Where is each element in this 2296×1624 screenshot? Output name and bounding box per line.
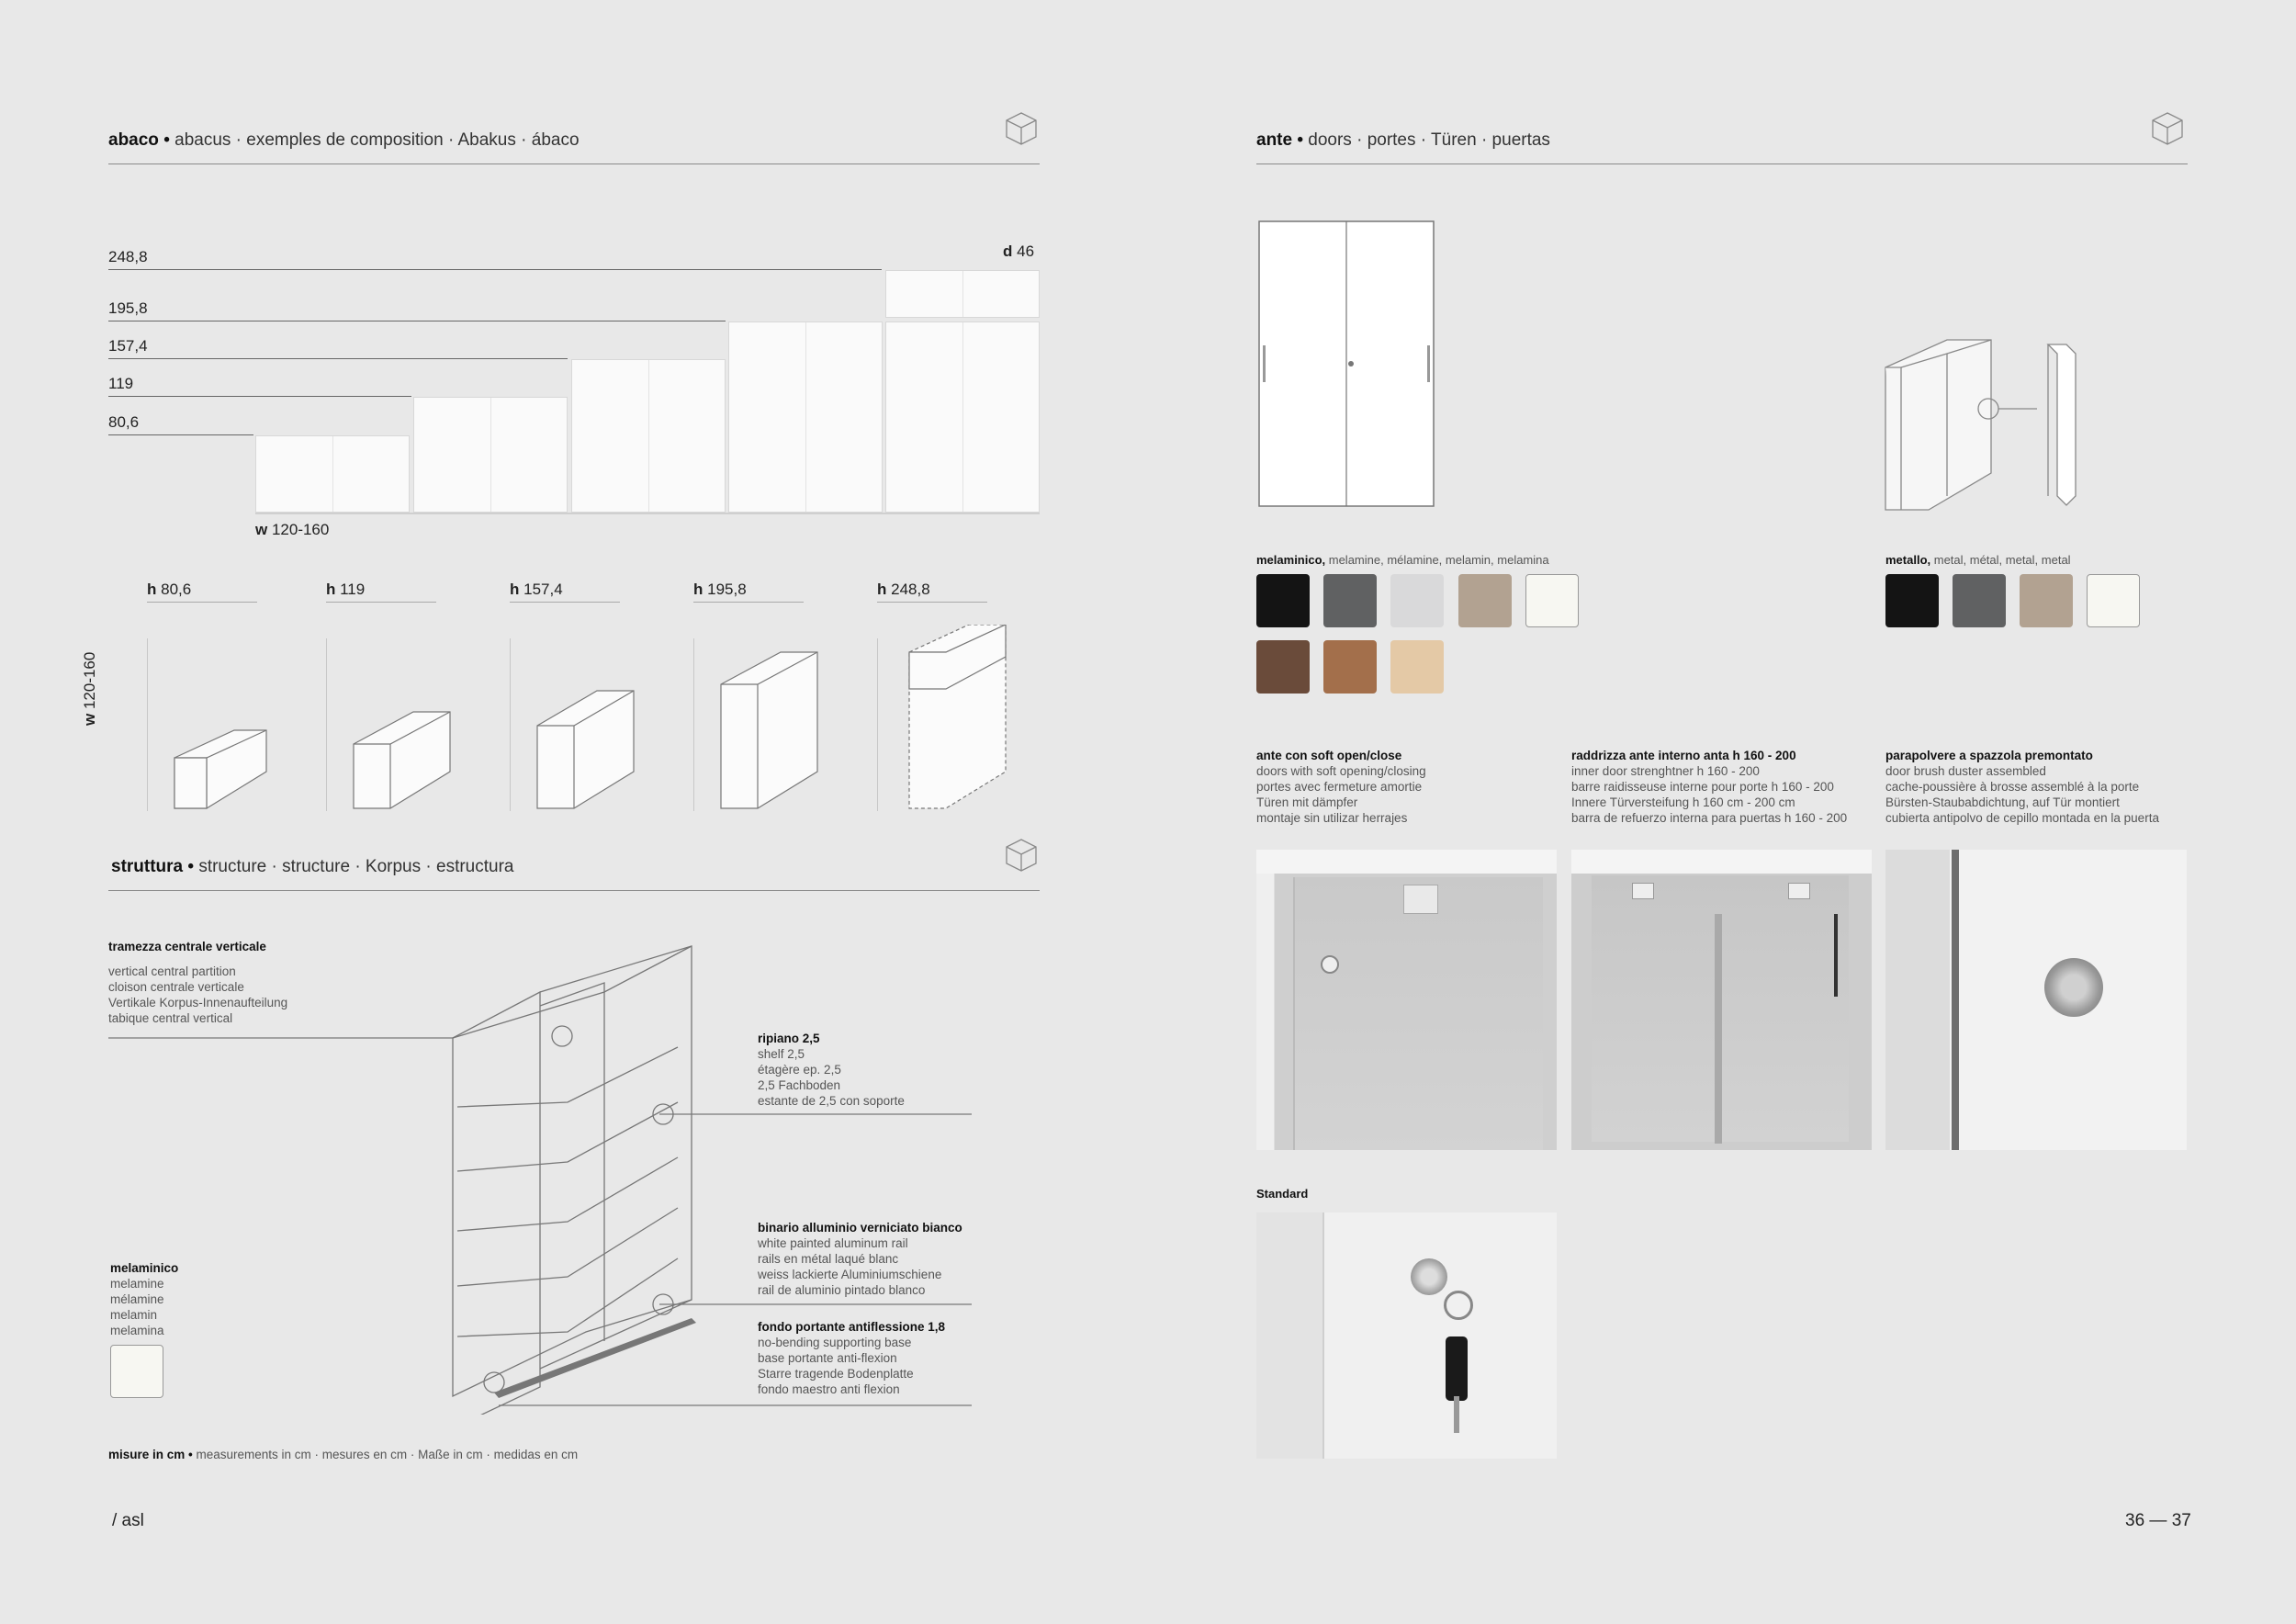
photo-door-strengthener <box>1571 850 1872 1150</box>
photo-soft-close <box>1256 850 1557 1150</box>
swatch-white <box>1525 574 1579 627</box>
swatch-walnut <box>1256 640 1310 694</box>
height-line-80 <box>108 434 253 435</box>
cabinet-248 <box>885 321 1040 513</box>
abaco-title: abaco • abacus · exemples de composition · Abakus · ábaco <box>108 130 580 150</box>
cabinet-80 <box>255 435 410 513</box>
metal-swatch-grey <box>1953 574 2006 627</box>
height-label-119: 119 <box>108 375 134 392</box>
feature-door-strengthener: raddrizza ante interno anta h 160 - 200 inner door strenghtner h 160 - 200 barre raidisseuse interne pour porte h 160 - 200 Innere Türversteifung h 160 cm - 200 cm barra de refuerzo interna para puertas h 160 - 200 <box>1571 749 1848 825</box>
height-line-248 <box>108 269 882 270</box>
binario-block: binario alluminio verniciato bianco white painted aluminum rail rails en métal laqué blanc weiss lackierte Aluminiumschiene rail de aluminio pintado blanco <box>758 1221 962 1297</box>
isometric-door-drawing <box>1883 335 2103 514</box>
metallo-swatch-label: metallo, metal, métal, metal, metal <box>1885 553 2071 567</box>
ante-title: ante • doors · portes · Türen · puertas <box>1256 130 1550 150</box>
height-label-157: 157,4 <box>108 337 148 355</box>
metal-swatch-white <box>2087 574 2140 627</box>
page-numbers: 36 — 37 <box>2125 1511 2191 1530</box>
feature-brush-duster: parapolvere a spazzola premontato door brush duster assembled cache-poussière à brosse assemblé à la porte Bürsten-Staubabdichtung, auf Tür montiert cubierta antipolvo de cepillo montada en la puerta <box>1885 749 2159 825</box>
tramezza-block: tramezza centrale verticale vertical central partition cloison centrale verticale Vertikale Korpus-Innenaufteilung tabique central vertical <box>108 940 288 1025</box>
struttura-title: struttura • structure · structure · Korpus · estructura <box>111 857 514 876</box>
struttura-rule <box>108 890 1040 891</box>
column-rule-2 <box>326 602 436 603</box>
column-h248: h 248,8 <box>877 581 930 598</box>
height-label-80: 80,6 <box>108 413 140 431</box>
melaminico-block: melaminico melamine mélamine melamin melamina <box>110 1261 179 1337</box>
height-label-248: 248,8 <box>108 248 148 265</box>
metal-swatch-black <box>1885 574 1939 627</box>
photo-standard-lock <box>1256 1212 1557 1459</box>
misure-note: misure in cm • measurements in cm · mesures en cm · Maße in cm · medidas en cm <box>108 1448 579 1461</box>
ripiano-block: ripiano 2,5 shelf 2,5 étagère ep. 2,5 2,5 Fachboden estante de 2,5 con soporte <box>758 1032 905 1108</box>
column-h119: h 119 <box>326 581 366 598</box>
cabinet-119 <box>413 397 568 513</box>
column-rule-1 <box>147 602 257 603</box>
swatch-taupe <box>1458 574 1512 627</box>
swatch-oak <box>1323 640 1377 694</box>
cube-icon <box>2149 110 2186 147</box>
vertical-width-label: w 120-160 <box>81 651 98 726</box>
melaminico-swatch-label: melaminico, melamine, mélamine, melamin, melamina <box>1256 553 1549 567</box>
column-h195: h 195,8 <box>693 581 747 598</box>
feature-soft-close: ante con soft open/close doors with soft opening/closing portes avec fermeture amortie Türen mit dämpfer montaje sin utilizar herrajes <box>1256 749 1426 825</box>
depth-label: d 46 <box>1003 242 1035 260</box>
fondo-block: fondo portante antiflessione 1,8 no-bending supporting base base portante anti-flexion Starre tragende Bodenplatte fondo maestro anti flexion <box>758 1320 946 1396</box>
column-h157: h 157,4 <box>510 581 563 598</box>
footer-brand: / asl <box>112 1511 144 1530</box>
swatch-birch <box>1390 640 1444 694</box>
cube-icon <box>1003 110 1040 147</box>
height-label-195: 195,8 <box>108 299 148 317</box>
swatch-black <box>1256 574 1310 627</box>
isometric-cabinets <box>147 625 1029 818</box>
cube-icon <box>1003 837 1040 874</box>
swatch-grey <box>1323 574 1377 627</box>
swatch-light-grey <box>1390 574 1444 627</box>
cabinet-base-line <box>255 513 1040 514</box>
standard-label: Standard <box>1256 1187 1309 1201</box>
width-label: w 120-160 <box>255 521 330 538</box>
metal-swatch-taupe <box>2020 574 2073 627</box>
door-front-drawing <box>1256 219 1440 509</box>
height-line-157 <box>108 358 568 359</box>
cabinet-157 <box>571 359 726 513</box>
column-rule-4 <box>693 602 804 603</box>
melaminico-swatch <box>110 1345 163 1398</box>
cabinet-248-top <box>885 270 1040 318</box>
column-h80: h 80,6 <box>147 581 192 598</box>
column-rule-5 <box>877 602 987 603</box>
column-rule-3 <box>510 602 620 603</box>
photo-brush-duster <box>1885 850 2187 1150</box>
height-line-119 <box>108 396 411 397</box>
cabinet-195 <box>728 321 883 513</box>
